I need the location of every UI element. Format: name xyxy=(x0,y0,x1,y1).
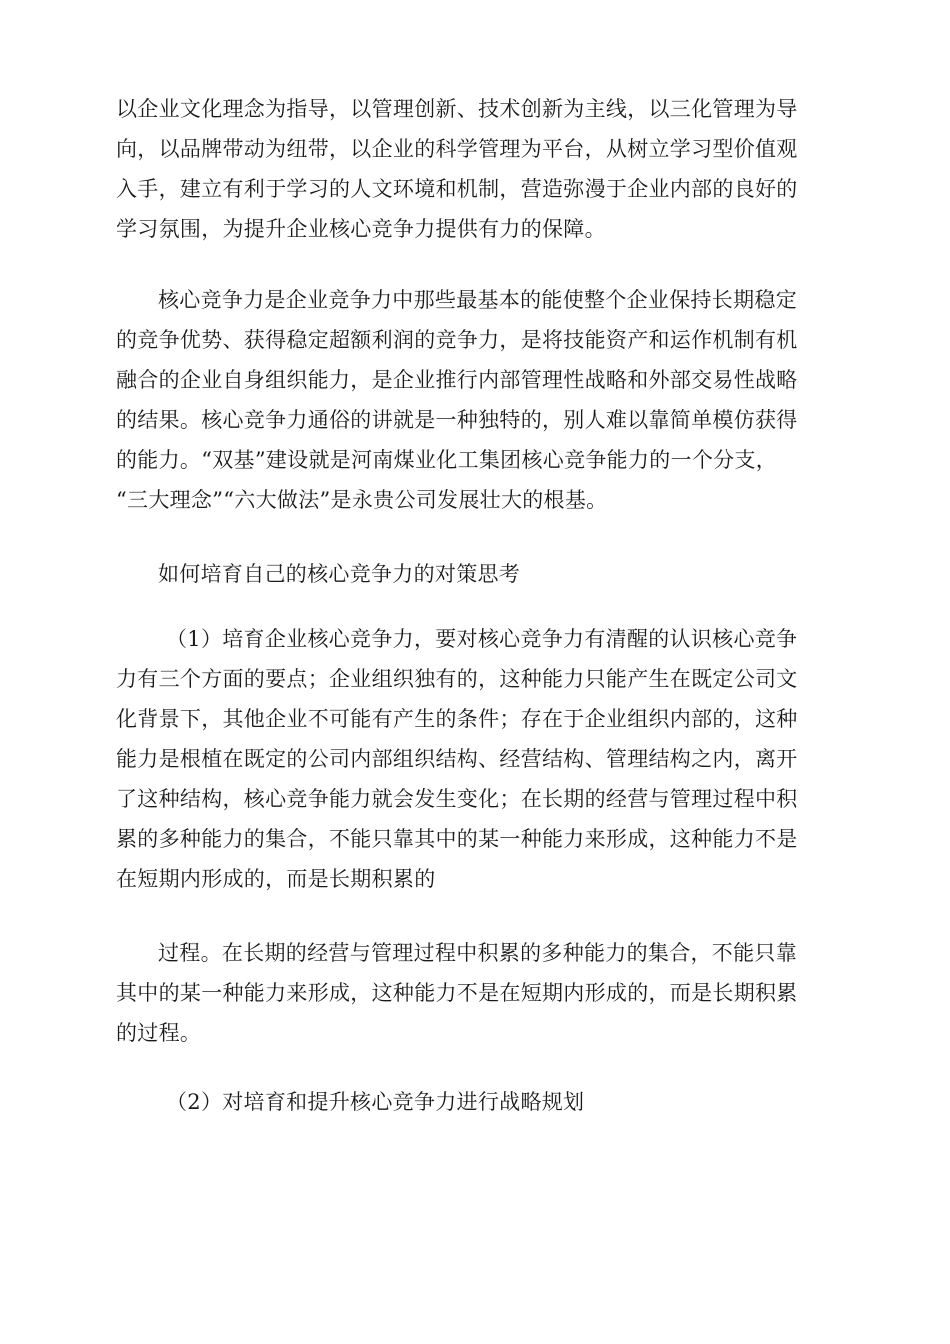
text-line: 化背景下，其他企业不可能有产生的条件；存在于企业组织内部的，这种 xyxy=(116,707,798,731)
text-line: 以企业文化理念为指导，以管理创新、技术创新为主线，以三化管理为导 xyxy=(116,97,798,121)
text-line: （2）对培育和提升核心竞争力进行战略规划 xyxy=(166,1090,585,1114)
text-line: 在短期内形成的，而是长期积累的 xyxy=(116,867,436,891)
text-line: 入手，建立有利于学习的人文环境和机制，营造弥漫于企业内部的良好的 xyxy=(116,177,798,201)
list-item-2 xyxy=(116,1082,832,1122)
text-line: 能力是根植在既定的公司内部组织结构、经营结构、管理结构之内，离开 xyxy=(116,747,798,771)
paragraph-3 xyxy=(116,619,832,899)
text-line: （1）培育企业核心竞争力，要对核心竞争力有清醒的认识核心竞争 xyxy=(166,627,798,651)
paragraph-2 xyxy=(116,280,832,520)
paragraph-1 xyxy=(116,89,832,249)
text-line: 其中的某一种能力来形成，这种能力不是在短期内形成的，而是长期积累 xyxy=(116,981,798,1005)
section-heading xyxy=(116,554,832,594)
text-line: 核心竞争力是企业竞争力中那些最基本的能使整个企业保持长期稳定 xyxy=(158,288,797,312)
text-line: 的竞争优势、获得稳定超额利润的竞争力，是将技能资产和运作机制有机 xyxy=(116,328,798,352)
text-line: 了这种结构，核心竞争能力就会发生变化；在长期的经营与管理过程中积 xyxy=(116,787,798,811)
text-line: 融合的企业自身组织能力，是企业推行内部管理性战略和外部交易性战略 xyxy=(116,368,798,392)
text-line: 过程。在长期的经营与管理过程中积累的多种能力的集合，不能只靠 xyxy=(158,941,797,965)
text-line: 的能力。“双基”建设就是河南煤业化工集团核心竞争能力的一个分支， xyxy=(116,448,778,472)
text-line: 累的多种能力的集合，不能只靠其中的某一种能力来形成，这种能力不是 xyxy=(116,827,798,851)
heading-line: 如何培育自己的核心竞争力的对策思考 xyxy=(158,562,521,586)
text-line: 的结果。核心竞争力通俗的讲就是一种独特的，别人难以靠简单模仿获得 xyxy=(116,408,798,432)
paragraph-4 xyxy=(116,933,832,1053)
text-line: 力有三个方面的要点；企业组织独有的，这种能力只能产生在既定公司文 xyxy=(116,667,798,691)
text-line: “三大理念”“六大做法”是永贵公司发展壮大的根基。 xyxy=(116,488,608,512)
text-line: 学习氛围，为提升企业核心竞争力提供有力的保障。 xyxy=(116,217,606,241)
text-line: 的过程。 xyxy=(116,1021,202,1045)
text-line: 向，以品牌带动为纽带，以企业的科学管理为平台，从树立学习型价值观 xyxy=(116,137,798,161)
